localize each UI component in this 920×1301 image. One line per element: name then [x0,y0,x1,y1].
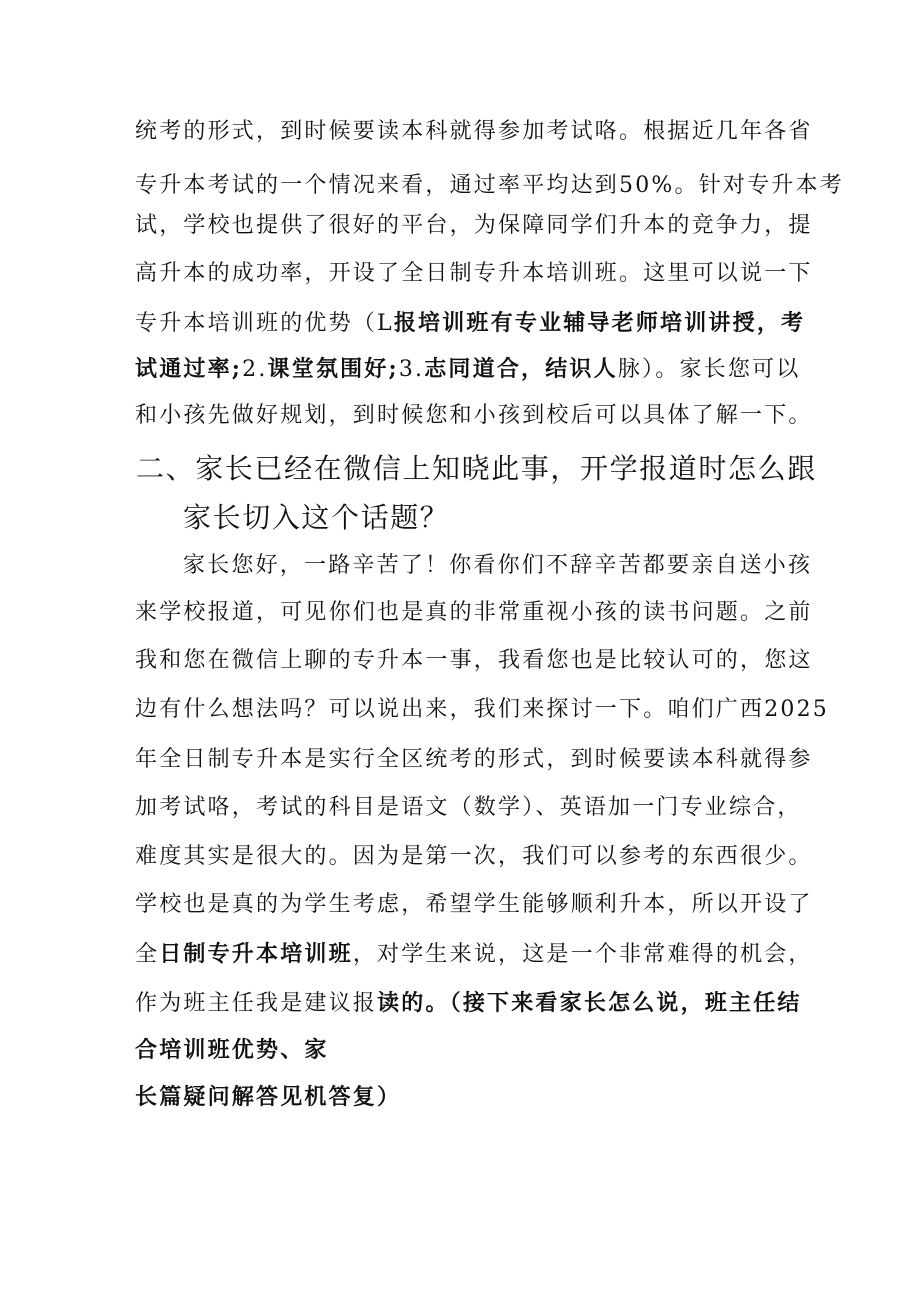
text-run: 2. [242,357,268,382]
paragraph-line [135,598,813,628]
text-run: 脉）。家长您可以 [617,357,801,382]
heading-text: 二、家长已经在微信上知晓此事，开学报道时怎么跟 [136,452,817,485]
text-run: 难度其实是很大的。因为是第一次，我们可以参考的东西很少。 [135,844,813,869]
paragraph-line [135,988,802,1019]
paragraph-line [135,745,813,775]
text-run: 边有什么想法吗？可以说出来，我们来探讨一下。咱们广西2025 [135,697,829,722]
paragraph-line [135,211,813,241]
text-run: 统考的形式，到时候要读本科就得参加考试咯。根据近几年各省 [135,119,813,144]
paragraph-line [135,259,813,289]
paragraph-line [135,117,813,147]
section-heading [136,451,817,487]
paragraph-line [135,939,813,970]
bold-text-run: 合培训班优势、家 [135,1037,329,1063]
text-run: 年全日制专升本是实行全区统考的形式，到时候要读本科就得参 [135,747,813,772]
paragraph-line [135,1082,401,1112]
paragraph-line [135,308,805,339]
paragraph-line [135,842,813,872]
bold-text-run: 读的。（接下来看家长怎么说，班主任结 [377,990,802,1016]
bold-text-run: 日制专升本培训班 [159,941,353,967]
text-run: 家长您好，一路辛苦了！你看你们不辞辛苦都要亲自送小孩 [183,553,813,578]
bold-text-run: 长篇疑问解答见机答复） [135,1084,402,1110]
text-run: 学校也是真的为学生考虑，希望学生能够顺利升本，所以开设了 [135,892,813,917]
paragraph-line [135,793,802,823]
paragraph-line [183,551,812,581]
text-run: 高升本的成功率，开设了全日制专升本培训班。这里可以说一下 [135,261,813,286]
text-run: 来学校报道，可见你们也是真的非常重视小孩的读书问题。之前 [135,600,813,625]
text-run: 专升本培训班的优势（L [135,311,394,336]
heading-text: 家长切入这个话题？ [183,501,450,534]
text-run: 3. [398,357,425,382]
text-run: 我和您在微信上聊的专升本一事，我看您也是比较认可的，您这 [135,648,813,673]
text-run: 作为班主任我是建议报 [135,991,378,1016]
bold-text-run: 报培训班有专业辅导老师培训讲授，考 [393,310,806,336]
text-run: 加考试咯，考试的科目是语文（数学）、英语加一门专业综合， [135,795,802,820]
text-run: 全 [135,942,160,967]
text-run: 和小孩先做好规划，到时候您和小孩到校后可以具体了解一下。 [135,403,813,428]
text-run: 专升本考试的一个情况来看，通过率平均达到50%。针对专升本考 [135,173,844,198]
bold-text-run: 课堂氛围好; [267,356,399,382]
section-heading-continuation [183,500,449,536]
text-run: ，对学生来说，这是一个非常难得的机会， [352,942,813,967]
paragraph-line [135,1035,329,1065]
paragraph-line [135,401,813,431]
bold-text-run: 试通过率; [135,356,243,382]
paragraph-line [135,171,844,201]
paragraph-line [135,890,813,920]
paragraph-line [135,354,800,385]
bold-text-run: 志同道合，结识人 [424,356,618,382]
paragraph-line [135,695,829,725]
text-run: 试，学校也提供了很好的平台，为保障同学们升本的竞争力，提 [135,213,813,238]
paragraph-line [135,646,813,676]
